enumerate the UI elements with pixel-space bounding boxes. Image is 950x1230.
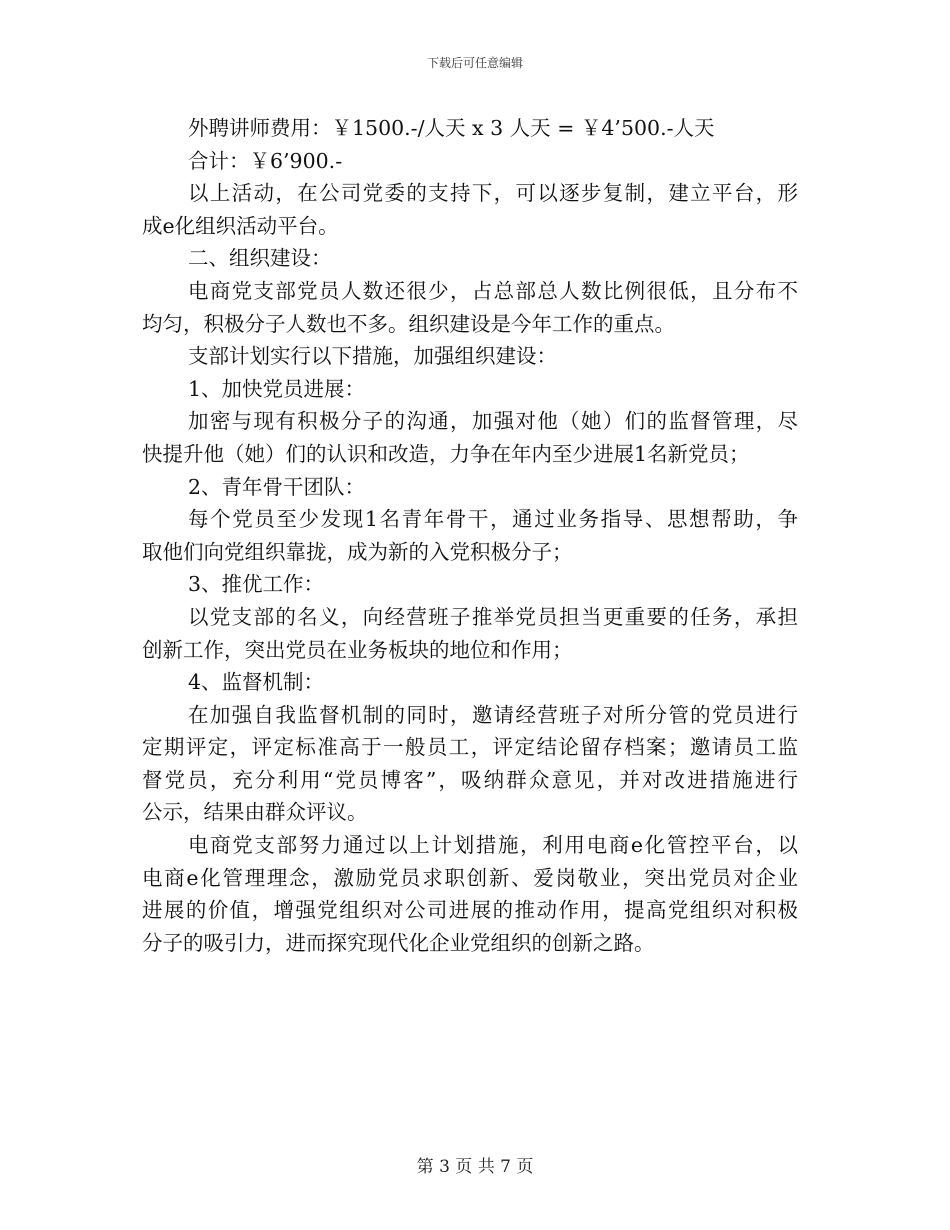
document-body — [142, 112, 798, 959]
text-line: 以上活动，在公司党委的支持下，可以逐步复制，建立平台，形 — [188, 181, 798, 206]
text-line: 支部计划实行以下措施，加强组织建设： — [188, 344, 557, 369]
text-line: 定期评定，评定标准高于一般员工，评定结论留存档案；邀请员工监 — [142, 735, 798, 760]
text-line: 电商e化管理理念，激励党员求职创新、爱岗敬业，突出党员对企业 — [142, 865, 798, 890]
page-footer: 第 3 页 共 7 页 — [416, 1157, 534, 1177]
text-line: 电商党支部努力通过以上计划措施，利用电商e化管控平台，以 — [188, 833, 798, 858]
text-line: 合计：￥6’900.- — [188, 148, 343, 173]
text-line: 在加强自我监督机制的同时，邀请经营班子对所分管的党员进行 — [188, 702, 798, 727]
text-line: 3、推优工作： — [188, 572, 325, 597]
text-line: 成e化组织活动平台。 — [142, 213, 339, 238]
text-line: 加密与现有积极分子的沟通，加强对他（她）们的监督管理，尽 — [188, 409, 798, 434]
text-line: 电商党支部党员人数还很少，占总部总人数比例很低，且分布不 — [188, 278, 798, 303]
text-line: 二、组织建设： — [188, 246, 332, 271]
text-line: 4、监督机制： — [188, 670, 325, 695]
text-line: 快提升他（她）们的认识和改造，力争在年内至少进展1名新党员； — [142, 441, 750, 466]
text-line: 分子的吸引力，进而探究现代化企业党组织的创新之路。 — [142, 930, 655, 955]
text-line: 均匀，积极分子人数也不多。组织建设是今年工作的重点。 — [142, 311, 675, 336]
text-line: 进展的价值，增强党组织对公司进展的推动作用，提高党组织对积极 — [142, 898, 798, 923]
text-line: 公示，结果由群众评议。 — [142, 800, 368, 825]
text-line: 以党支部的名义，向经营班子推举党员担当更重要的任务，承担 — [188, 604, 798, 629]
text-line: 每个党员至少发现1名青年骨干，通过业务指导、思想帮助，争 — [188, 507, 798, 532]
text-line: 创新工作，突出党员在业务板块的地位和作用； — [142, 637, 573, 662]
text-line: 外聘讲师费用：￥1500.-/人天 x 3 人天 = ￥4’500.-人天 — [188, 116, 715, 140]
text-line: 督党员，充分利用“党员博客”，吸纳群众意见，并对改进措施进行 — [142, 767, 798, 792]
text-line: 2、青年骨干团队： — [188, 474, 366, 499]
page-header: 下载后可任意编辑 — [426, 56, 523, 70]
text-line: 1、加快党员进展： — [188, 376, 366, 401]
text-line: 取他们向党组织靠拢，成为新的入党积极分子； — [142, 539, 573, 564]
